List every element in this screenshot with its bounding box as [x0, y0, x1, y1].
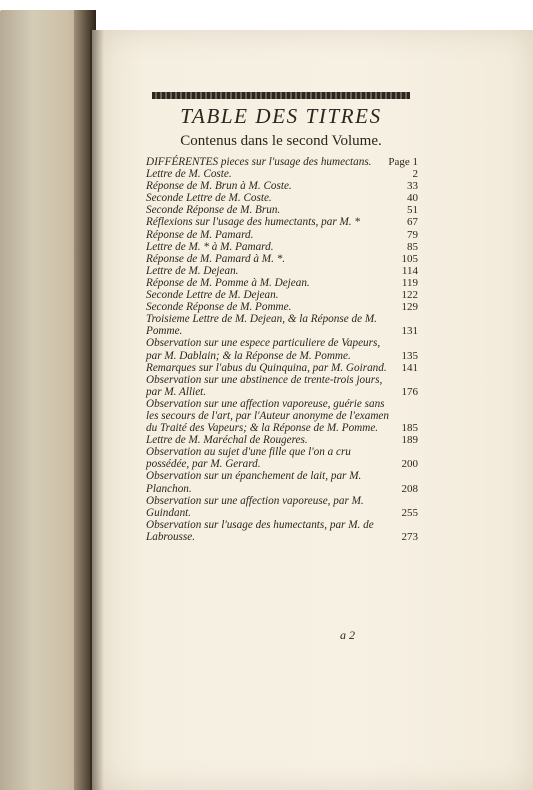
toc-entry-title: Seconde Lettre de M. Dejean. — [146, 289, 279, 302]
page-title: TABLE DES TITRES — [180, 104, 382, 128]
toc-entry — [146, 301, 418, 313]
toc-entry-page: 273 — [401, 530, 418, 543]
toc-entry-page: 176 — [401, 385, 418, 398]
toc-entry-page: 33 — [407, 180, 418, 193]
toc-entry — [146, 362, 418, 374]
toc-entry — [146, 156, 418, 168]
toc-entry-page: 119 — [401, 276, 418, 289]
toc-entry — [146, 313, 418, 337]
toc-entry — [146, 180, 418, 192]
toc-entry — [146, 253, 418, 265]
toc-entry — [146, 277, 418, 289]
toc-entry-page: 129 — [401, 301, 418, 314]
toc-entry-title: Lettre de M. Dejean. — [146, 264, 239, 277]
toc-entry — [146, 470, 418, 494]
toc-entry-page: 85 — [407, 240, 418, 253]
toc-entry-title: Observation sur un épanchement de lait, par M. Planchon. — [146, 470, 362, 495]
toc-entry-title: Observation sur une affection vaporeuse, par M. Guindant. — [146, 494, 364, 519]
toc-entry-page: 189 — [401, 434, 418, 447]
toc-entry-page: 114 — [401, 264, 418, 277]
toc-entry-page: 185 — [401, 422, 418, 435]
toc-entry-page: 131 — [401, 325, 418, 338]
toc-entry — [146, 241, 418, 253]
toc-entry-page: 40 — [407, 192, 418, 205]
page-subtitle: Contenus dans le second Volume. — [180, 133, 382, 149]
toc-entry-title: Réflexions sur l'usage des humectants, par M. * — [146, 216, 360, 229]
toc-entry — [146, 192, 418, 204]
toc-entry-title: Réponse de M. Brun à M. Coste. — [146, 180, 292, 193]
toc-entry-title: Réponse de M. Pamard. — [146, 228, 254, 241]
toc-entry-page: 122 — [401, 289, 418, 302]
toc-entry — [146, 289, 418, 301]
toc-entry-title: Observation sur l'usage des humectants, par M. de Labrousse. — [146, 518, 374, 543]
toc-entry — [146, 446, 418, 470]
toc-entry — [146, 519, 418, 543]
ornamental-rule — [152, 92, 410, 99]
toc-entry-title: Lettre de M. Maréchal de Rougeres. — [146, 434, 308, 447]
toc-entry-page: 2 — [412, 168, 418, 181]
toc-entry-page: 135 — [401, 349, 418, 362]
table-of-contents — [146, 156, 418, 543]
toc-entry-title: Observation sur une espece particuliere de Vapeurs, par M. Dablain; & la Réponse de M. Pomme. — [146, 337, 381, 362]
toc-entry-title: Lettre de M. Coste. — [146, 168, 232, 181]
toc-entry-title: Seconde Lettre de M. Coste. — [146, 192, 272, 205]
toc-entry-title: Observation sur une abstinence de trente-trois jours, par M. Alliet. — [146, 373, 383, 398]
spine-shadow — [90, 30, 104, 790]
toc-entry-title: Observation sur une affection vaporeuse, guérie sans les secours de l'art, par l'Auteur anonyme de l'examen du Traité des Vapeurs; & la Réponse de M. Pomme. — [146, 397, 389, 435]
toc-entry — [146, 216, 418, 228]
toc-entry-page: 255 — [401, 506, 418, 519]
toc-entry-title: Remarques sur l'abus du Quinquina, par M. Goirand. — [146, 361, 387, 374]
toc-entry — [146, 229, 418, 241]
toc-entry-title: Troisieme Lettre de M. Dejean, & la Réponse de M. Pomme. — [146, 313, 377, 338]
toc-entry — [146, 495, 418, 519]
toc-entry-title: Réponse de M. Pomme à M. Dejean. — [146, 276, 310, 289]
toc-entry-page: 51 — [407, 204, 418, 217]
toc-entry-title: Réponse de M. Pamard à M. *. — [146, 252, 286, 265]
toc-entry-title: Observation au sujet d'une fille que l'on a cru possédée, par M. Gerard. — [146, 446, 351, 471]
signature-mark: a 2 — [340, 628, 355, 642]
toc-entry — [146, 337, 418, 361]
toc-entry-page: Page 1 — [388, 156, 418, 168]
toc-entry — [146, 434, 418, 446]
toc-entry-title: Seconde Réponse de M. Pomme. — [146, 301, 292, 314]
toc-entry-page: 141 — [401, 361, 418, 374]
toc-entry-page: 67 — [407, 216, 418, 229]
toc-entry — [146, 168, 418, 180]
toc-entry-page: 79 — [407, 228, 418, 241]
toc-entry-title: DIFFÉRENTES pieces sur l'usage des humectans. — [146, 156, 372, 168]
toc-entry-page: 200 — [401, 458, 418, 471]
toc-entry — [146, 204, 418, 216]
toc-entry — [146, 265, 418, 277]
toc-entry-page: 105 — [401, 252, 418, 265]
toc-entry — [146, 374, 418, 398]
toc-entry — [146, 398, 418, 434]
toc-entry-page: 208 — [401, 482, 418, 495]
toc-entry-title: Lettre de M. * à M. Pamard. — [146, 240, 274, 253]
toc-entry-title: Seconde Réponse de M. Brun. — [146, 204, 281, 217]
